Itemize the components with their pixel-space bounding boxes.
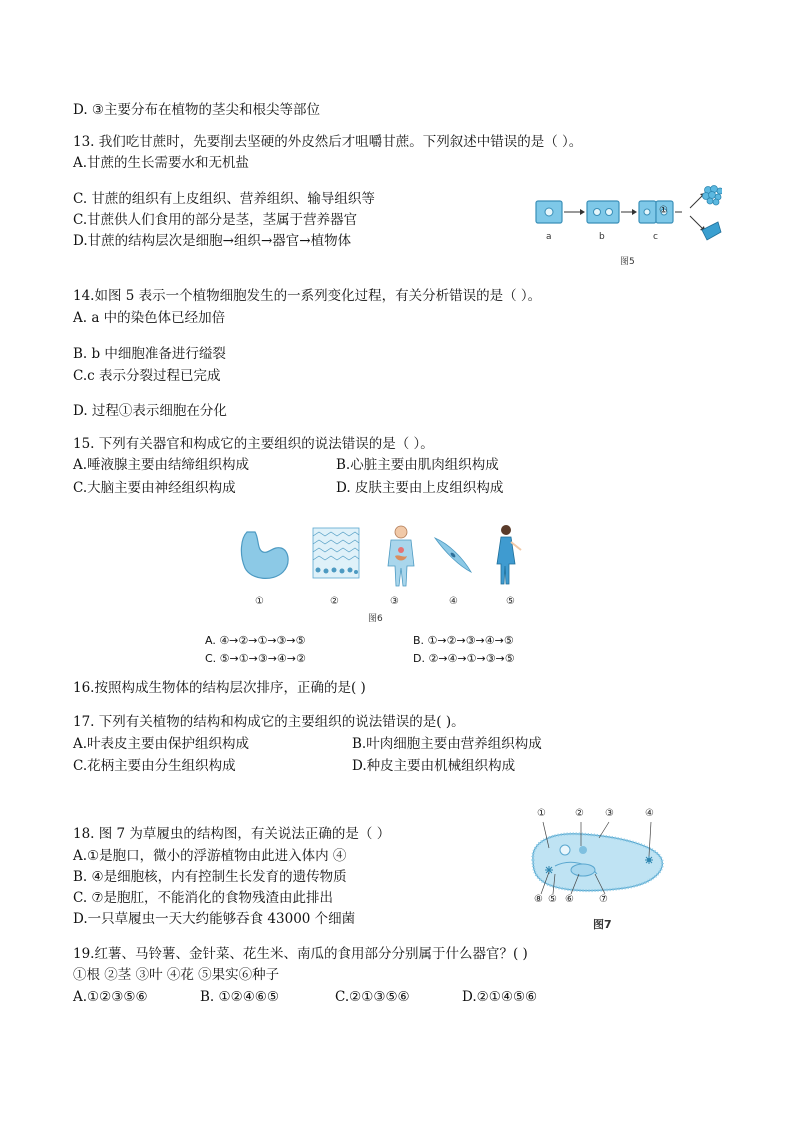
figure-7-label-4: ④: [645, 808, 654, 819]
q13-option-a: A.甘蔗的生长需要水和无机盐: [73, 155, 250, 171]
q15-option-a: A.唾液腺主要由结缔组织构成: [73, 457, 250, 473]
q15-option-c: C.大脑主要由神经组织构成: [73, 480, 236, 496]
q12-option-d: D. ③主要分布在植物的茎尖和根尖等部位: [73, 102, 321, 118]
q18-option-b: B. ④是细胞核，内有控制生长发育的遗传物质: [73, 869, 347, 885]
figure-6-structure-images: [225, 520, 525, 592]
figure-5: [532, 184, 722, 268]
figure-7-paramecium-diagram: [525, 808, 670, 918]
figure-6-caption: 图6: [368, 614, 383, 624]
q15-option-b: B.心脏主要由肌肉组织构成: [336, 457, 499, 473]
q18-option-c: C. ⑦是胞肛，不能消化的食物残渣由此排出: [73, 890, 334, 906]
figure-7-label-2: ②: [575, 808, 584, 819]
figure-6-label-5: ⑤: [506, 596, 515, 607]
figure-5-label-b: b: [599, 232, 605, 242]
q15-option-d: D. 皮肤主要由上皮组织构成: [336, 480, 504, 496]
figure-7-label-6: ⑥: [565, 894, 574, 905]
figure-7: [525, 808, 670, 933]
q19-organ-list: ①根 ②茎 ③叶 ④花 ⑤果实⑥种子: [73, 967, 280, 983]
q17-stem: 17. 下列有关植物的结构和构成它的主要组织的说法错误的是( )。: [73, 714, 465, 730]
q14-option-c: C.c 表示分裂过程已完成: [73, 368, 221, 384]
person-icon: [497, 525, 521, 584]
q14-option-d: D. 过程①表示细胞在分化: [73, 403, 227, 419]
muscle-cell-icon: [435, 538, 471, 572]
q13-option-d: D.甘蔗的结构层次是细胞→组织→器官→植物体: [73, 233, 352, 249]
q19-option-d: D.②①④⑤⑥: [462, 989, 538, 1005]
figure-6-label-2: ②: [330, 596, 339, 607]
q19-option-b: B. ①②④⑥⑤: [200, 989, 280, 1005]
q15-stem: 15. 下列有关器官和构成它的主要组织的说法错误的是（ ）。: [73, 436, 434, 452]
q17-option-b: B.叶肉细胞主要由营养组织构成: [352, 736, 542, 752]
q19-stem: 19.红薯、马铃薯、金针菜、花生米、南瓜的食用部分分别属于什么器官？( ): [73, 946, 528, 962]
q16-stem: 16.按照构成生物体的结构层次排序，正确的是( ): [73, 680, 366, 696]
fig6-option-a: A. ④→②→①→③→⑤: [205, 634, 306, 647]
figure-7-caption: 图7: [593, 918, 612, 931]
figure-6-label-3: ③: [390, 596, 399, 607]
figure-5-caption: 图5: [620, 257, 635, 267]
figure-7-label-8: ⑧: [534, 894, 543, 905]
figure-6-label-1: ①: [255, 596, 264, 607]
q14-option-b: B. b 中细胞准备进行缢裂: [73, 346, 226, 362]
figure-6: [225, 520, 525, 625]
q17-option-d: D.种皮主要由机械组织构成: [352, 758, 516, 774]
q18-option-d: D.一只草履虫一天大约能够吞食 43000 个细菌: [73, 911, 356, 927]
q14-stem: 14.如图 5 表示一个植物细胞发生的一系列变化过程，有关分析错误的是（ ）。: [73, 288, 542, 304]
q14-option-a: A. a 中的染色体已经加倍: [73, 310, 226, 326]
q17-option-a: A.叶表皮主要由保护组织构成: [73, 736, 250, 752]
q13-option-c2: C.甘蔗供人们食用的部分是茎，茎属于营养器官: [73, 212, 358, 228]
fig6-option-d: D. ②→④→①→③→⑤: [413, 652, 515, 665]
paramecium-body: [533, 834, 663, 891]
figure-7-label-3: ③: [605, 808, 614, 819]
figure-6-label-4: ④: [449, 596, 458, 607]
figure-5-label-a: a: [546, 232, 552, 242]
q17-option-c: C.花柄主要由分生组织构成: [73, 758, 236, 774]
q18-stem: 18. 图 7 为草履虫的结构图，有关说法正确的是（ ）: [73, 826, 391, 842]
figure-7-label-5: ⑤: [548, 894, 557, 905]
q19-option-a: A.①②③⑤⑥: [73, 989, 148, 1005]
q13-stem: 13. 我们吃甘蔗时，先要削去坚硬的外皮然后才咀嚼甘蔗。下列叙述中错误的是（ ）。: [73, 134, 583, 150]
stomach-icon: [241, 532, 288, 578]
figure-5-step-marker: ①: [659, 205, 668, 216]
figure-7-label-7: ⑦: [599, 894, 608, 905]
human-body-icon: [388, 526, 414, 586]
q18-option-a: A.①是胞口，微小的浮游植物由此进入体内 ④: [73, 848, 347, 864]
fig6-option-b: B. ①→②→③→④→⑤: [413, 634, 514, 647]
fig6-option-c: C. ⑤→①→③→④→②: [205, 652, 306, 665]
tissue-icon: [313, 528, 359, 578]
figure-7-label-1: ①: [537, 808, 546, 819]
figure-5-label-c: c: [653, 232, 658, 242]
q13-option-c1: C. 甘蔗的组织有上皮组织、营养组织、输导组织等: [73, 191, 375, 207]
q19-option-c: C.②①③⑤⑥: [335, 989, 410, 1005]
